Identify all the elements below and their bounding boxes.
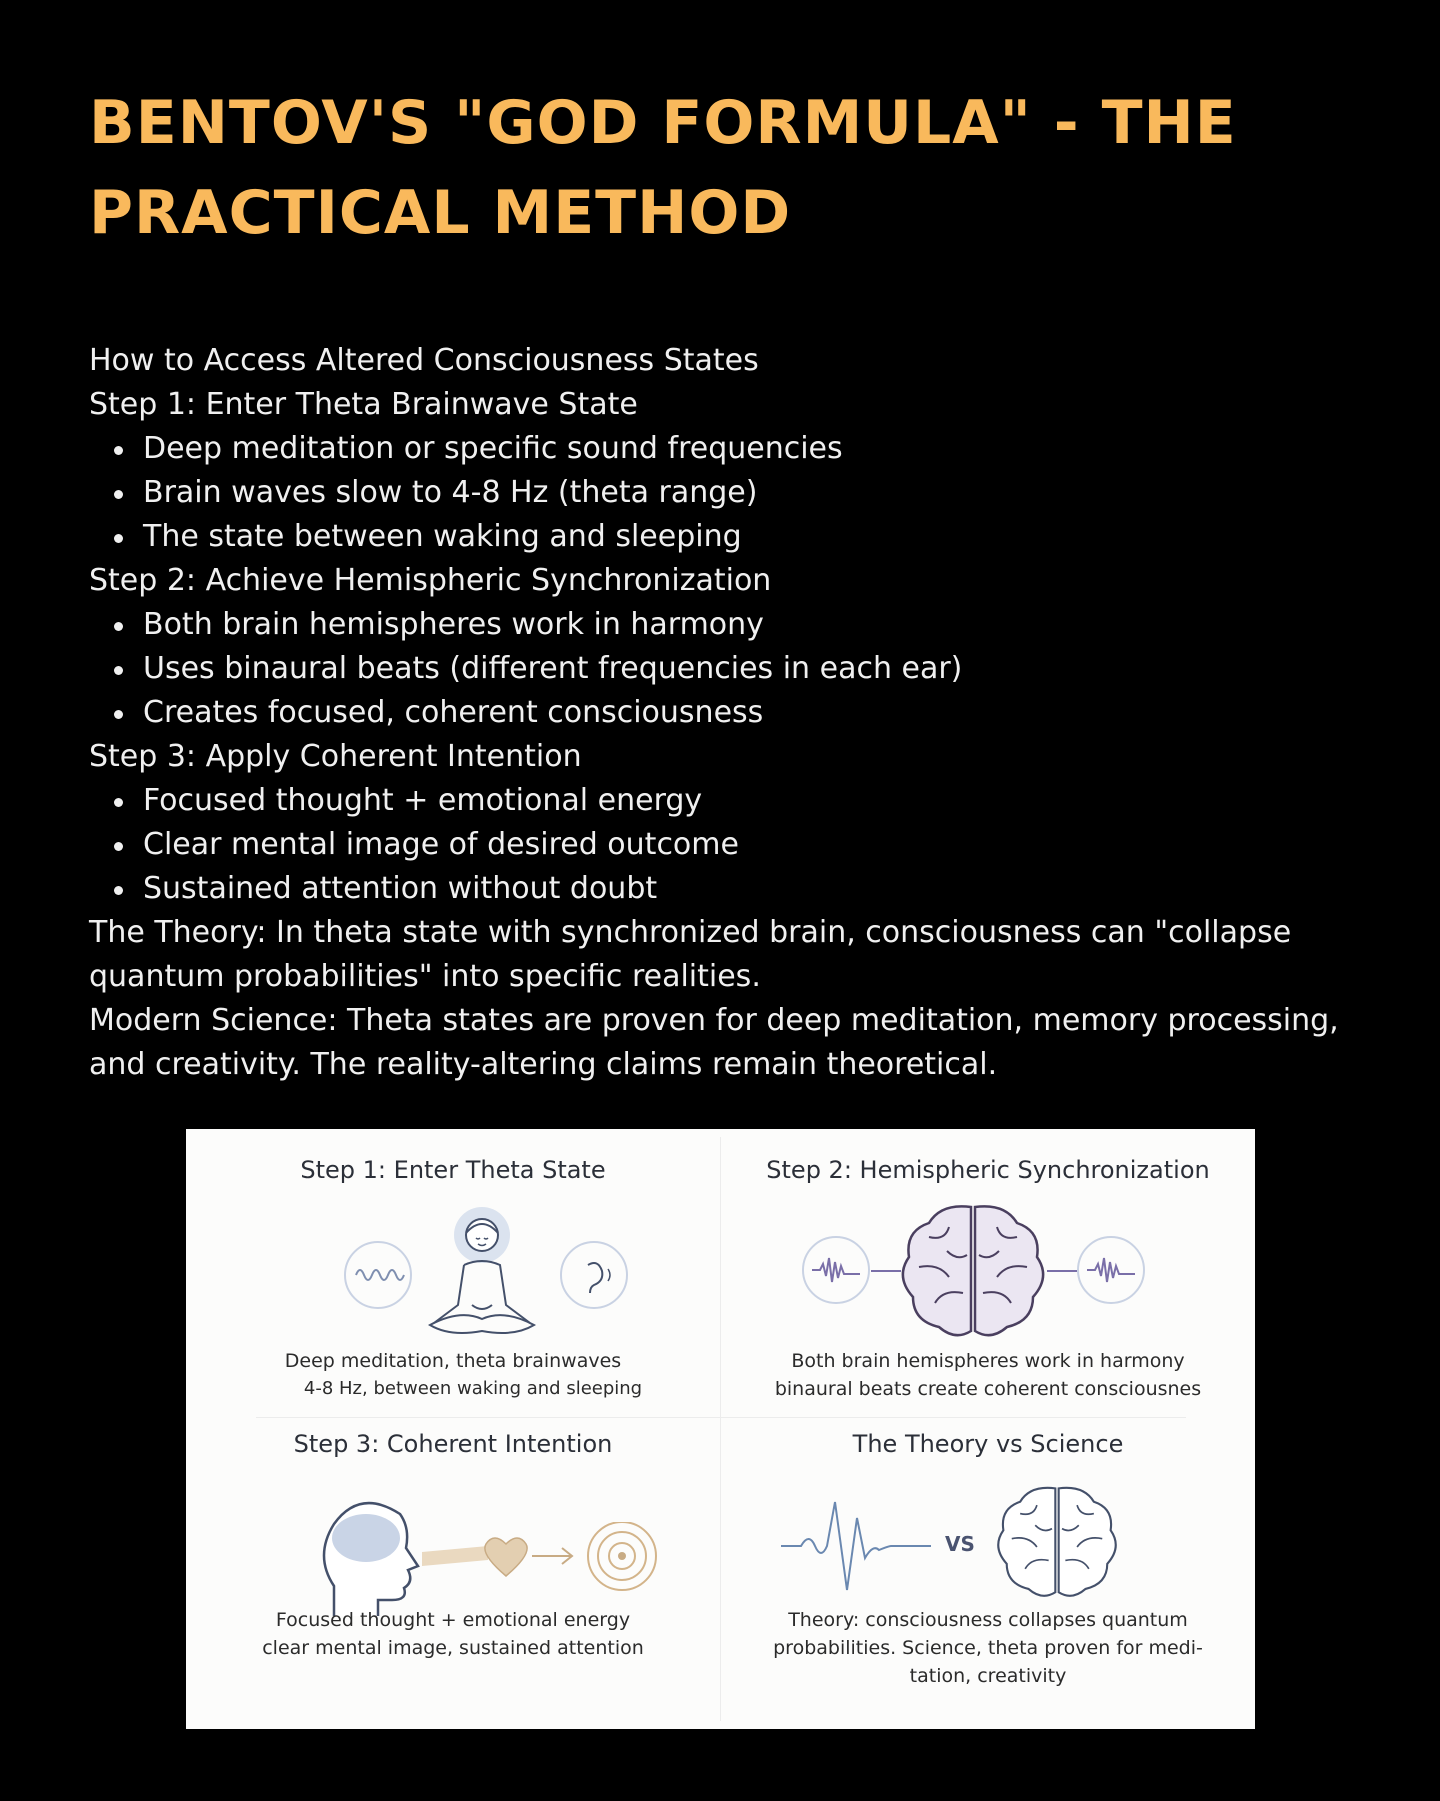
list-item: Clear mental image of desired outcome (143, 823, 1389, 867)
step-heading: Step 2: Achieve Hemispheric Synchronization (89, 563, 772, 598)
intro-line: How to Access Altered Consciousness States (89, 343, 759, 378)
science-paragraph: Modern Science: Theta states are proven for deep meditation, memory processing, and creativity. The reality-altering claims remain theoretical. (89, 1003, 1339, 1082)
step-heading: Step 1: Enter Theta Brainwave State (89, 387, 638, 422)
connector-line (1047, 1269, 1077, 1273)
caption-line: tation, creativity (909, 1665, 1067, 1687)
panel-caption (721, 1606, 1255, 1690)
step-2-list (89, 603, 1389, 735)
list-item: Brain waves slow to 4-8 Hz (theta range) (143, 471, 1389, 515)
arrow-icon (532, 1548, 572, 1564)
brain-icon (995, 1480, 1119, 1604)
caption-line: probabilities. Science, theta proven for medi- (773, 1637, 1203, 1659)
step-1-list (89, 427, 1389, 559)
caption-line: Focused thought + emotional energy (275, 1609, 631, 1631)
connector-line (871, 1269, 901, 1273)
spacer (336, 1201, 376, 1202)
list-item: The state between waking and sleeping (143, 515, 1389, 559)
target-icon (588, 1522, 656, 1590)
panel-caption (186, 1347, 720, 1403)
panel-step-1 (186, 1129, 720, 1417)
caption-line: Theory: consciousness collapses quantum (788, 1609, 1188, 1631)
heart-icon (485, 1538, 527, 1576)
caption-line: clear mental image, sustained attention (262, 1637, 644, 1659)
panel-title: Step 2: Hemispheric Synchronization (766, 1156, 1210, 1184)
waveform-circle-icon (800, 1234, 872, 1306)
head-profile-icon (314, 1492, 424, 1618)
caption-line: binaural beats create coherent consciousnes (774, 1378, 1202, 1400)
vs-label: VS (945, 1532, 975, 1556)
meditating-person-icon (412, 1205, 552, 1345)
panel-step-3 (186, 1418, 720, 1729)
step-3-list (89, 779, 1389, 911)
wave-circle-icon (342, 1239, 414, 1311)
infographic-card (186, 1129, 1255, 1729)
page-title: BENTOV'S "GOD FORMULA" - THE PRACTICAL METHOD (89, 88, 1237, 248)
step-heading: Step 3: Apply Coherent Intention (89, 739, 582, 774)
caption-line: 4-8 Hz, between waking and sleeping (303, 1378, 643, 1399)
list-item: Both brain hemispheres work in harmony (143, 603, 1389, 647)
panel-title: Step 3: Coherent Intention (293, 1430, 613, 1458)
waveform-circle-icon (1075, 1234, 1147, 1306)
wave-icon (781, 1496, 931, 1596)
theory-paragraph: The Theory: In theta state with synchronized brain, consciousness can "collapse quantum probabilities" into specific realities. (89, 915, 1292, 994)
list-item: Creates focused, coherent consciousness (143, 691, 1389, 735)
panel-title: The Theory vs Science (852, 1430, 1124, 1458)
panel-theory-vs-science (721, 1418, 1255, 1729)
panel-caption (186, 1606, 720, 1662)
panel-step-2 (721, 1129, 1255, 1417)
list-item: Uses binaural beats (different frequencies in each ear) (143, 647, 1389, 691)
panel-caption (721, 1347, 1255, 1403)
ear-circle-icon (558, 1239, 630, 1311)
intention-graphic (422, 1522, 722, 1598)
panel-title: Step 1: Enter Theta State (300, 1156, 606, 1184)
list-item: Focused thought + emotional energy (143, 779, 1389, 823)
caption-line: Both brain hemispheres work in harmony (791, 1350, 1185, 1372)
list-item: Sustained attention without doubt (143, 867, 1389, 911)
article-body (89, 339, 1389, 1087)
brain-icon (899, 1197, 1047, 1345)
caption-line: Deep meditation, theta brainwaves (284, 1350, 622, 1372)
list-item: Deep meditation or specific sound frequencies (143, 427, 1389, 471)
